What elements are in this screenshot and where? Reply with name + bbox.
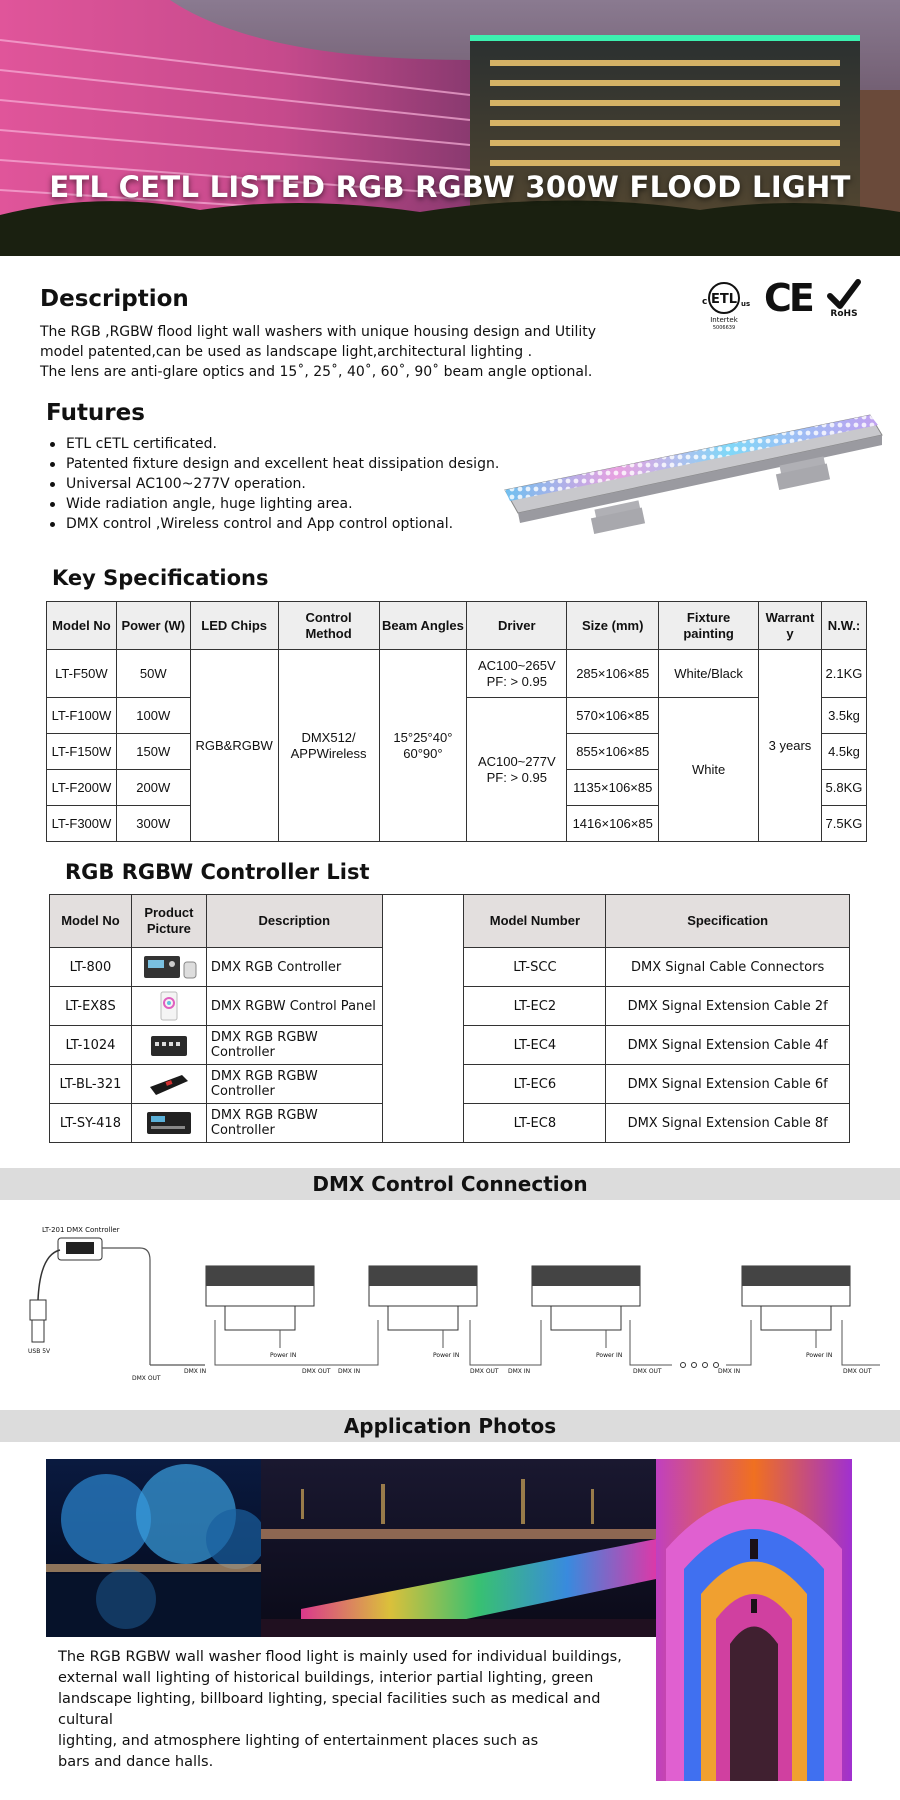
beam-line: 15°25°40° [393, 729, 453, 745]
application-text [58, 1647, 658, 1773]
table-row [47, 650, 867, 698]
model-cell: LT-F200W [47, 770, 117, 806]
controller-table [49, 894, 850, 1143]
power-in-label: Power IN [270, 1352, 297, 1359]
control-method-line: APPWireless [290, 745, 367, 761]
product-picture-cell [131, 1026, 206, 1065]
dmx-in-label: DMX IN [184, 1368, 207, 1375]
rohs-logo [824, 278, 864, 318]
driver-line: PF: > 0.95 [486, 769, 547, 785]
specification-cell: DMX Signal Extension Cable 6f [606, 1065, 850, 1104]
application-line: lighting, and atmosphere lighting of entertainment places such as [58, 1733, 539, 1749]
etl-c: c [702, 297, 708, 307]
beam-line: 60°90° [403, 745, 443, 761]
power-cell: 150W [116, 734, 190, 770]
controllers-heading: RGB RGBW Controller List [65, 860, 370, 884]
table-header: Model Number [464, 895, 606, 948]
controller-lt1024-image [147, 1030, 191, 1060]
accessory-model-cell: LT-EC2 [464, 987, 606, 1026]
etl-number: 5006639 [712, 325, 736, 330]
weight-cell: 4.5kg [821, 734, 866, 770]
table-header: Control Method [278, 602, 379, 650]
specification-cell: DMX Signal Extension Cable 8f [606, 1104, 850, 1143]
application-photo-arches [656, 1459, 852, 1781]
description-line: The lens are anti-glare optics and 15˚, 25˚, 40˚, 60˚, 90˚ beam angle optional. [40, 364, 593, 380]
feature-item: ETL cETL certificated. [48, 434, 499, 454]
controller-label: LT-201 DMX Controller [42, 1226, 120, 1234]
power-cell: 50W [116, 650, 190, 698]
driver-line: AC100~277V [477, 753, 556, 769]
table-header-row [50, 895, 850, 948]
table-header: Model No [50, 895, 132, 948]
table-header: Size (mm) [567, 602, 659, 650]
dmx-out-label: DMX OUT [302, 1368, 331, 1375]
description-cell: DMX RGB RGBW Controller [206, 1065, 382, 1104]
dmx-in-label: DMX IN [338, 1368, 361, 1375]
controller-ltsy418-image [143, 1108, 195, 1138]
size-cell: 855×106×85 [567, 734, 659, 770]
etl-us: us [741, 300, 751, 308]
application-line: landscape lighting, billboard lighting, special facilities such as medical and cultural [58, 1691, 601, 1728]
description-line: The RGB ,RGBW flood light wall washers with unique housing design and Utility [40, 324, 597, 340]
description-text [40, 322, 600, 382]
accessory-model-cell: LT-EC6 [464, 1065, 606, 1104]
description-line: model patented,can be used as landscape light,architectural lighting . [40, 344, 533, 360]
model-cell: LT-F50W [47, 650, 117, 698]
usb-label: USB 5V [28, 1348, 51, 1355]
description-heading: Description [40, 286, 189, 312]
accessory-model-cell: LT-SCC [464, 948, 606, 987]
power-in-label: Power IN [433, 1352, 460, 1359]
driver-line: PF: > 0.95 [486, 673, 547, 689]
weight-cell: 7.5KG [821, 806, 866, 842]
dmx-connection-diagram [0, 1220, 900, 1390]
weight-cell: 5.8KG [821, 770, 866, 806]
size-cell: 1416×106×85 [567, 806, 659, 842]
feature-item: Universal AC100~277V operation. [48, 474, 499, 494]
beam-angles-cell [379, 650, 467, 842]
model-cell: LT-F150W [47, 734, 117, 770]
product-picture-cell [131, 987, 206, 1026]
description-cell: DMX RGBW Control Panel [206, 987, 382, 1026]
accessory-model-cell: LT-EC4 [464, 1026, 606, 1065]
model-cell: LT-BL-321 [50, 1065, 132, 1104]
accessory-model-cell: LT-EC8 [464, 1104, 606, 1143]
led-chips-cell: RGB&RGBW [190, 650, 278, 842]
feature-item: DMX control ,Wireless control and App control optional. [48, 514, 499, 534]
fixture-3 [500, 1266, 672, 1375]
dmx-out-label: DMX OUT [470, 1368, 499, 1375]
specifications-table [46, 601, 867, 842]
controller-ltbl321-image [146, 1069, 192, 1099]
dmx-out-label: DMX OUT [132, 1375, 161, 1382]
product-picture-cell [131, 1104, 206, 1143]
features-heading: Futures [46, 400, 145, 426]
hero-banner [0, 0, 900, 256]
model-cell: LT-F300W [47, 806, 117, 842]
size-cell: 570×106×85 [567, 698, 659, 734]
etl-brand: Intertek [710, 316, 738, 324]
description-cell: DMX RGB RGBW Controller [206, 1104, 382, 1143]
application-line: bars and dance halls. [58, 1754, 214, 1770]
dmx-out-label: DMX OUT [843, 1368, 872, 1375]
control-method-cell [278, 650, 379, 842]
application-line: The RGB RGBW wall washer flood light is mainly used for individual buildings, [58, 1649, 622, 1665]
product-picture-cell [131, 1065, 206, 1104]
etl-logo [696, 278, 752, 330]
dmx-in-label: DMX IN [718, 1368, 741, 1375]
model-cell: LT-EX8S [50, 987, 132, 1026]
weight-cell: 2.1KG [821, 650, 866, 698]
controller-lt800-image [138, 952, 200, 982]
power-cell: 300W [116, 806, 190, 842]
table-header: Model No [47, 602, 117, 650]
application-photo-waterfall [261, 1459, 656, 1637]
specification-cell: DMX Signal Cable Connectors [606, 948, 850, 987]
fixture-1 [206, 1266, 360, 1375]
feature-item: Patented fixture design and excellent heat dissipation design. [48, 454, 499, 474]
table-header: N.W.: [821, 602, 866, 650]
description-cell: DMX RGB RGBW Controller [206, 1026, 382, 1065]
table-spacer [382, 895, 464, 1143]
power-cell: 100W [116, 698, 190, 734]
specification-cell: DMX Signal Extension Cable 2f [606, 987, 850, 1026]
model-cell: LT-1024 [50, 1026, 132, 1065]
application-line: external wall lighting of historical buildings, interior partial lighting, green [58, 1670, 594, 1686]
warranty-cell: 3 years [759, 650, 822, 842]
application-heading: Application Photos [0, 1410, 900, 1442]
painting-cell: White/Black [659, 650, 759, 698]
application-photo-park [46, 1459, 261, 1637]
features-list [48, 434, 499, 534]
dmx-out-label: DMX OUT [633, 1368, 662, 1375]
table-header: Power (W) [116, 602, 190, 650]
flood-light-product-image [500, 405, 885, 540]
table-header: Description [206, 895, 382, 948]
ce-logo: CE [764, 276, 812, 320]
driver-cell [467, 650, 567, 698]
power-in-label: Power IN [806, 1352, 833, 1359]
model-cell: LT-F100W [47, 698, 117, 734]
table-header-row [47, 602, 867, 650]
size-cell: 1135×106×85 [567, 770, 659, 806]
table-header: Specification [606, 895, 850, 948]
specification-cell: DMX Signal Extension Cable 4f [606, 1026, 850, 1065]
weight-cell: 3.5kg [821, 698, 866, 734]
product-picture-cell [131, 948, 206, 987]
model-cell: LT-SY-418 [50, 1104, 132, 1143]
size-cell: 285×106×85 [567, 650, 659, 698]
check-icon [830, 282, 858, 306]
controller-ltex8s-image [149, 990, 189, 1022]
dmx-heading: DMX Control Connection [0, 1168, 900, 1200]
table-header: LED Chips [190, 602, 278, 650]
power-in-label: Power IN [596, 1352, 623, 1359]
feature-item: Wide radiation angle, huge lighting area. [48, 494, 499, 514]
driver-cell [467, 698, 567, 842]
driver-line: AC100~265V [477, 657, 556, 673]
model-cell: LT-800 [50, 948, 132, 987]
table-header: Fixture painting [659, 602, 759, 650]
fixture-4 [718, 1266, 880, 1375]
rohs-text: RoHS [830, 309, 858, 318]
painting-cell: White [659, 698, 759, 842]
table-header: Driver [467, 602, 567, 650]
etl-mark: ETL [710, 292, 738, 307]
description-cell: DMX RGB Controller [206, 948, 382, 987]
table-header: Warrant y [759, 602, 822, 650]
dmx-in-label: DMX IN [508, 1368, 531, 1375]
hero-photo [0, 0, 900, 256]
fixture-2 [330, 1266, 530, 1375]
specs-heading: Key Specifications [52, 566, 269, 590]
power-cell: 200W [116, 770, 190, 806]
hero-title: ETL CETL LISTED RGB RGBW 300W FLOOD LIGHT [49, 170, 851, 204]
table-header: Product Picture [131, 895, 206, 948]
table-header: Beam Angles [379, 602, 467, 650]
control-method-line: DMX512/ [301, 729, 356, 745]
